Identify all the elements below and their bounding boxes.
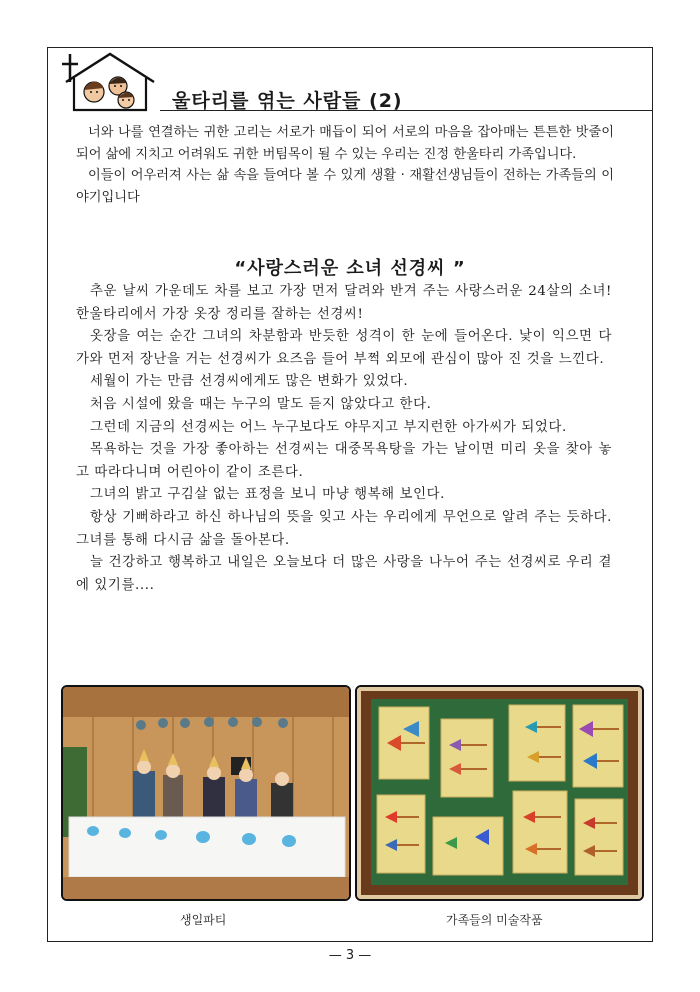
intro-paragraph: 너와 나를 연결하는 귀한 고리는 서로가 매듭이 되어 서로의 마음을 잡아매는 튼튼한 밧줄이 되어 삶에 지치고 어려워도 귀한 버팀목이 될 수 있는 우리는 진정 한울타리 가족입니다. bbox=[76, 125, 614, 162]
art-board-photo bbox=[355, 685, 644, 901]
birthday-party-photo bbox=[61, 685, 351, 901]
intro-paragraph: 이들이 어우러져 사는 삶 속을 들여다 볼 수 있게 생활 · 재활선생님들이 전하는 가족들의 이야기입니다 bbox=[76, 168, 614, 205]
photo-caption-birthday: 생일파티 bbox=[180, 913, 227, 927]
story-title: “사랑스러운 소녀 선경씨 ” bbox=[234, 258, 466, 279]
story-paragraph: 목욕하는 것을 가장 좋아하는 선경씨는 대중목욕탕을 가는 날이면 미리 옷을 찾아 놓고 따라다니며 어린아이 같이 조른다. bbox=[76, 442, 612, 480]
story-paragraph: 그녀의 밝고 구김살 없는 표정을 보니 마냥 행복해 보인다. bbox=[90, 487, 446, 503]
photo-caption-art: 가족들의 미술작품 bbox=[446, 913, 543, 927]
house-family-logo-icon bbox=[58, 48, 158, 114]
intro-text bbox=[76, 122, 614, 208]
story-paragraph: 늘 건강하고 행복하고 내일은 오늘보다 더 많은 사랑을 나누어 주는 선경씨로 우리 곁에 있기를.... bbox=[76, 555, 612, 593]
page-title: 울타리를 엮는 사람들 (2) bbox=[172, 90, 403, 112]
story-paragraph: 추운 날씨 가운데도 차를 보고 가장 먼저 달려와 반겨 주는 사랑스러운 24살의 소녀! 한울타리에서 가장 옷장 정리를 잘하는 선경씨! bbox=[76, 284, 612, 322]
story-paragraph: 세월이 가는 만큼 선경씨에게도 많은 변화가 있었다. bbox=[90, 374, 409, 390]
title-divider bbox=[160, 110, 653, 111]
story-paragraph: 옷장을 여는 순간 그녀의 차분함과 반듯한 성격이 한 눈에 들어온다. 낯이 익으면 다가와 먼저 장난을 거는 선경씨가 요즈음 들어 부쩍 외모에 관심이 많아 진 것을 느낀다. bbox=[76, 329, 612, 367]
story-paragraph: 그런데 지금의 선경씨는 어느 누구보다도 야무지고 부지런한 아가씨가 되었다. bbox=[90, 419, 567, 435]
story-paragraph: 처음 시설에 왔을 때는 누구의 말도 듣지 않았다고 한다. bbox=[90, 396, 432, 412]
story-paragraph: 항상 기뻐하라고 하신 하나님의 뜻을 잊고 사는 우리에게 무언으로 알려 주는 듯하다. 그녀를 통해 다시금 삶을 돌아본다. bbox=[76, 509, 612, 548]
page-number: — 3 — bbox=[328, 948, 372, 963]
story-body bbox=[76, 281, 612, 597]
